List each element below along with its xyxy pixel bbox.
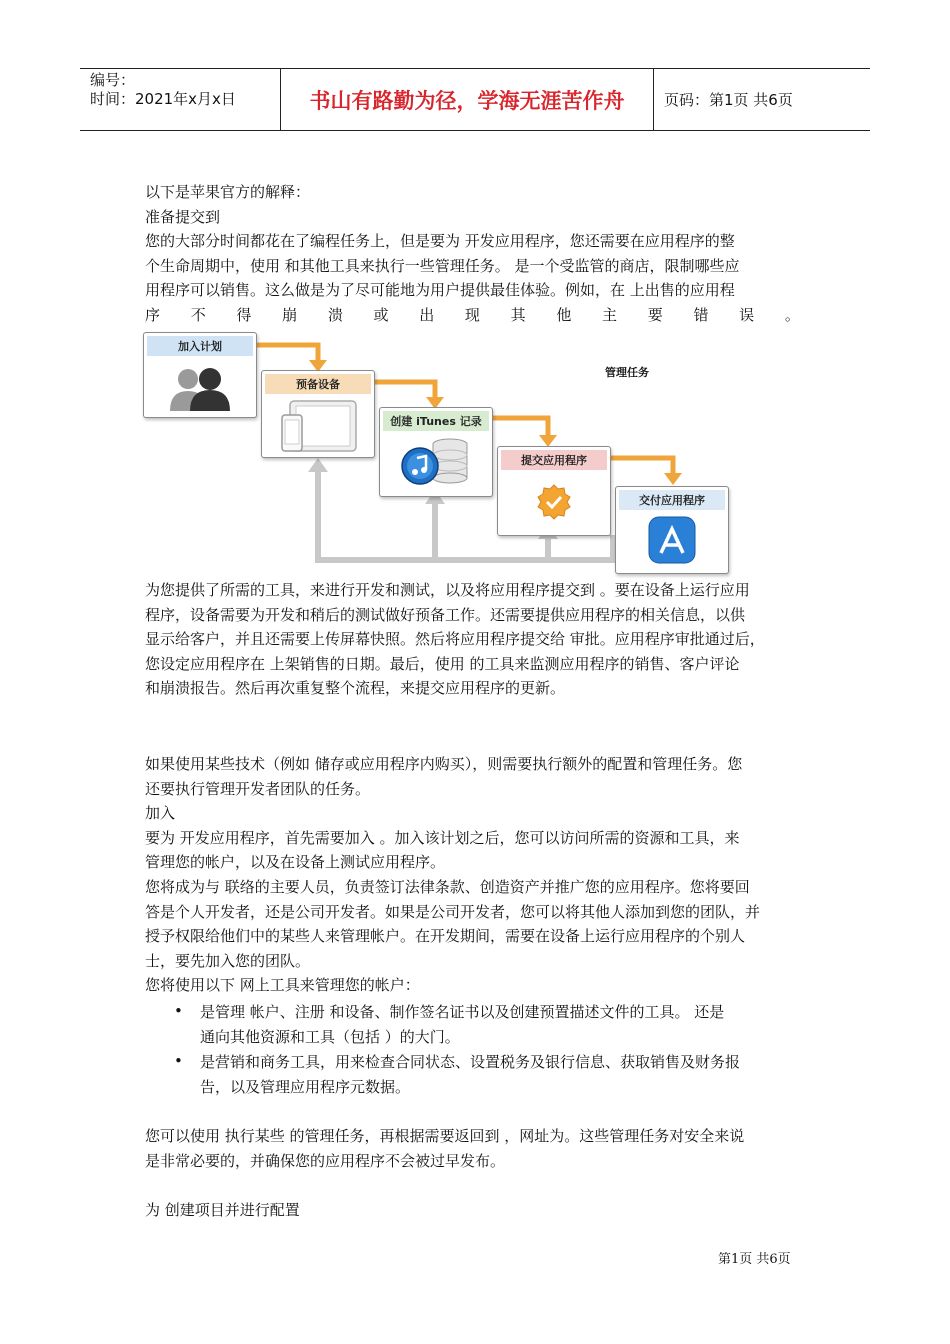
text-line: 准备提交到 (145, 207, 221, 226)
text-line: 告，以及管理应用程序元数据。 (200, 1077, 411, 1096)
text-line: 为 创建项目并进行配置 (145, 1201, 300, 1219)
spread-char: 错 (693, 305, 709, 324)
management-tasks-label: 管理任务 (605, 366, 649, 379)
doc-number-label: 编号： (90, 71, 136, 89)
text-line: 要为 开发应用程序，首先需要加入 。加入该计划之后，您可以访问所需的资源和工具，来 (145, 828, 740, 847)
step-label: 创建 iTunes 记录 (383, 411, 489, 431)
text-line: 还要执行管理开发者团队的任务。 (145, 779, 371, 798)
devices-icon (262, 395, 374, 455)
header-motto: 书山有路勤为径，学海无涯苦作舟 (281, 69, 654, 130)
text-line: 是营销和商务工具，用来检查合同状态、设置税务及银行信息、获取销售及财务报 (200, 1053, 741, 1071)
section-heading (145, 1198, 810, 1223)
workflow-diagram (143, 330, 743, 575)
spread-char: 得 (236, 305, 252, 324)
spread-char: 序 (145, 305, 161, 324)
spread-char: 现 (464, 305, 480, 324)
text-line: 为您提供了所需的工具，来进行开发和测试，以及将应用程序提交到 。要在设备上运行应用 (145, 581, 750, 599)
spread-char: 。 (784, 305, 800, 324)
text-line: 个生命周期中，使用 和其他工具来执行一些管理任务。 是一个受监管的商店，限制哪些应 (145, 256, 740, 275)
text-line: 您可以使用 执行某些 的管理任务，再根据需要返回到 ，网址为。这些管理任务对安全来说 (145, 1127, 745, 1145)
tools-paragraph (145, 578, 810, 701)
spread-char: 溃 (327, 305, 343, 324)
text-line: 管理您的帐户，以及在设备上测试应用程序。 (145, 853, 446, 872)
text-line: 您的大部分时间都花在了编程任务上，但是要为 开发应用程序，您还需要在应用程序的整 (145, 232, 735, 251)
spread-char: 主 (602, 305, 618, 324)
step-join-program (143, 332, 257, 418)
step-prepare-devices (261, 370, 375, 458)
step-label: 加入计划 (147, 336, 253, 356)
header-meta (80, 69, 281, 130)
text-line: 显示给客户，并且还需要上传屏幕快照。然后将应用程序提交给 审批。应用程序审批通过后， (145, 630, 765, 649)
text-line: 士，要先加入您的团队。 (145, 951, 311, 970)
text-line: 通向其他资源和工具（包括 ）的大门。 (200, 1027, 460, 1046)
text-line: 如果使用某些技术（例如 储存或应用程序内购买），则需要执行额外的配置和管理任务。您 (145, 755, 743, 773)
step-label: 交付应用程序 (619, 490, 725, 510)
header-page-info: 页码：第1页 共6页 (664, 91, 793, 109)
spread-char: 崩 (282, 305, 298, 324)
spread-char: 其 (510, 305, 526, 324)
approval-badge-icon (498, 471, 610, 533)
page-header (80, 68, 870, 131)
text-line: 答是个人开发者，还是公司开发者。如果是公司开发者，您可以将其他人添加到您的团队，并 (145, 902, 761, 921)
bullet-marker: • (174, 1002, 183, 1020)
app-store-icon (616, 511, 728, 571)
bullet-item (200, 1000, 812, 1049)
text-line: 和崩溃报告。然后再次重复整个流程，来提交应用程序的更新。 (145, 679, 566, 698)
text-line: 用程序可以销售。这么做是为了尽可能地为用户提供最佳体验。例如，在 上出售的应用程 (145, 281, 735, 300)
bullet-item (200, 1050, 812, 1099)
text-line: 是管理 帐户、注册 和设备、制作签名证书以及创建预置描述文件的工具。 还是 (200, 1003, 725, 1021)
spread-char: 或 (373, 305, 389, 324)
people-icon (144, 357, 256, 417)
page-footer: 第1页 共6页 (718, 1252, 791, 1267)
spread-char: 不 (190, 305, 206, 324)
text-line: 您将使用以下 网上工具来管理您的帐户： (145, 976, 420, 995)
text-line: 您将成为与 联络的主要人员，负责签订法律条款、创造资产并推广您的应用程序。您将要回 (145, 877, 750, 896)
spread-char: 他 (556, 305, 572, 324)
intro-paragraph (145, 180, 810, 328)
step-submit-app (497, 446, 611, 536)
step-deliver-app (615, 486, 729, 574)
doc-date-label: 时间：2021年x月x日 (90, 90, 236, 108)
bullet-marker: • (174, 1052, 183, 1070)
text-line: 授予权限给他们中的某些人来管理帐户。在开发期间，需要在设备上运行应用程序的个别人 (145, 927, 746, 946)
step-label: 预备设备 (265, 374, 371, 394)
text-line: 是非常必要的，并确保您的应用程序不会被过早发布。 (145, 1151, 506, 1170)
spread-char: 误 (739, 305, 755, 324)
spread-char: 出 (419, 305, 435, 324)
spread-char: 要 (647, 305, 663, 324)
join-paragraph (145, 752, 810, 998)
text-line: 您设定应用程序在 上架销售的日期。最后，使用 的工具来监测应用程序的销售、客户评论 (145, 654, 740, 673)
text-line: 以下是苹果官方的解释： (145, 183, 311, 201)
itunes-database-icon (380, 432, 492, 494)
step-create-itunes-record (379, 407, 493, 497)
spread-line (145, 303, 810, 328)
text-line: 加入 (145, 804, 176, 823)
text-line: 程序，设备需要为开发和稍后的测试做好预备工作。还需要提供应用程序的相关信息，以供 (145, 605, 746, 624)
step-label: 提交应用程序 (501, 450, 607, 470)
admin-paragraph (145, 1124, 810, 1173)
